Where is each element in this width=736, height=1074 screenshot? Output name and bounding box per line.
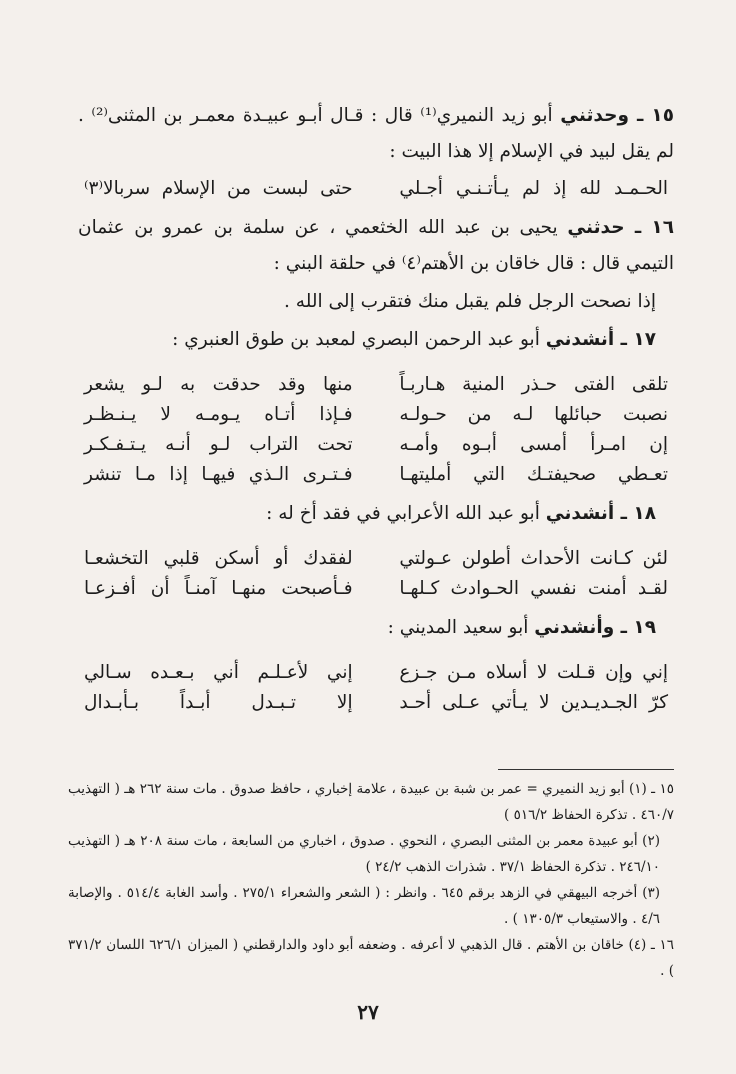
- verse: [78, 544, 674, 574]
- paragraph-15-text: أبو زيد النميري⁽¹⁾ قال : قـال أبـو عبيـدة معمـر بن المثنى⁽²⁾ . لم يقل لبيد في الإسلام إلا هذا البيت :: [78, 105, 674, 162]
- poem-19: [78, 658, 674, 718]
- verse-first-hemistich: نصبت حبائلها لـه من حـولـه: [399, 404, 668, 425]
- paragraph-19: [78, 610, 674, 646]
- paragraph-16-text: يحيى بن عبد الله الخثعمي ، عن سلمة بن عمرو بن عثمان التيمي قال : قال خاقان بن الأهتم⁽٤⁾ في حلقة البني :: [78, 217, 674, 274]
- verse-second-hemistich: فـتـرى الـذي فيهـا إذا مـا تنشر: [84, 464, 353, 485]
- verse: [78, 688, 674, 718]
- verse-first-hemistich: كرّ الجـديـدين لا يـأتي عـلى أحـد: [399, 692, 668, 713]
- verse-second-hemistich: منها وقد حدقت به لـو يشعر: [84, 374, 353, 395]
- poem-15: [78, 174, 674, 204]
- entry-number-19: ١٩ ـ وأنشدني: [534, 617, 656, 638]
- verse-second-hemistich: فـإذا أتـاه يـومـه لا يـنـظـر: [84, 404, 353, 425]
- verse-second-hemistich: حتى لبست من الإسلام سربالا⁽٣⁾: [84, 178, 353, 199]
- paragraph-16: [78, 210, 674, 282]
- verse-first-hemistich: إن امـرأ أمسى أبـوه وأمـه: [399, 434, 668, 455]
- entry-number-18: ١٨ ـ أنشدني: [545, 503, 656, 524]
- footnote: (٢) أبو عبيدة معمر بن المثنى البصري ، النحوي . صدوق ، اخباري من السابعة ، مات سنة ٢٠٨ هـ ( التهذيب ٢٤٦/١٠ . تذكرة الحفاظ ٣٧/١ . شذرات الذهب ٢٤/٢ ): [68, 833, 660, 875]
- footnote: ١٥ ـ (١) أبو زيد النميري = عمر بن شبة بن عبيدة ، علامة إخباري ، حافظ صدوق . مات سنة ٢٦٢ هـ ( التهذيب ٤٦٠/٧ . تذكرة الحفاظ ٥١٦/٢ ): [68, 781, 674, 823]
- entry-number-17: ١٧ ـ أنشدني: [545, 329, 656, 350]
- page-number: ٢٧: [357, 1000, 379, 1024]
- verse-second-hemistich: لفقدك أو أسكن قلبي التخشعـا: [84, 548, 353, 569]
- verse: [78, 400, 674, 430]
- verse-second-hemistich: إني لأعـلـم أني بـعـده سـالي: [84, 662, 353, 683]
- verse-first-hemistich: لقـد أمنت نفسي الحـوادث كـلهـا: [399, 578, 668, 599]
- paragraph-19-text: أبو سعيد المديني :: [387, 617, 535, 638]
- verse: [78, 174, 674, 204]
- footnote-divider: [498, 769, 674, 770]
- verse: [78, 658, 674, 688]
- verse: [78, 430, 674, 460]
- verse-second-hemistich: تحت التراب لـو أنـه يـتـفـكـر: [84, 434, 353, 455]
- poem-18: [78, 544, 674, 604]
- footnote: (٣) أخرجه البيهقي في الزهد برقم ٦٤٥ . وانظر : ( الشعر والشعراء ٢٧٥/١ . وأسد الغابة ٥١٤/٤ . والإصابة ٤/٦ . والاستيعاب ١٣٠٥/٣ ) .: [68, 885, 661, 927]
- verse: [78, 574, 674, 604]
- paragraph-17-text: أبو عبد الرحمن البصري لمعبد بن طوق العنبري :: [172, 329, 546, 350]
- verse-first-hemistich: إني وإن قـلت لا أسلاه مـن جـزع: [399, 662, 668, 683]
- paragraph-15: [78, 98, 674, 170]
- verse-first-hemistich: لئن كـانت الأحداث أطولن عـولتي: [399, 548, 668, 569]
- verse-first-hemistich: تلقى الفتى حـذر المنية هـاربـاً: [399, 374, 668, 395]
- verse-first-hemistich: تعـطي صحيفتـك التي أمليتهـا: [399, 464, 668, 485]
- footnote: ١٦ ـ (٤) خاقان بن الأهتم . قال الذهبي لا أعرفه . وضعفه أبو داود والدارقطني ( الميزان ٦٢٦/١ اللسان ٣٧١/٢ ) .: [68, 937, 674, 979]
- paragraph-18-text: أبو عبد الله الأعرابي في فقد أخ له :: [266, 503, 546, 524]
- poem-17: [78, 370, 674, 490]
- quote-16: إذا نصحت الرجل فلم يقبل منك فتقرب إلى الله .: [284, 291, 656, 312]
- footnotes: [68, 776, 674, 984]
- entry-number-15: ١٥ ـ وحدثني: [560, 105, 674, 126]
- paragraph-18: [78, 496, 674, 532]
- verse: [78, 460, 674, 490]
- main-text: [78, 98, 674, 724]
- paragraph-17: [78, 322, 674, 358]
- verse: [78, 370, 674, 400]
- verse-second-hemistich: فـأصبحت منهـا آمنـاً أن أفـزعـا: [84, 578, 353, 599]
- verse-first-hemistich: الحـمـد لله إذ لم يـأتـنـي أجـلي: [399, 178, 668, 199]
- entry-number-16: ١٦ ـ حدثني: [567, 217, 674, 238]
- verse-second-hemistich: إلا تـبـدل أبـداً بـأبـدال: [84, 692, 353, 713]
